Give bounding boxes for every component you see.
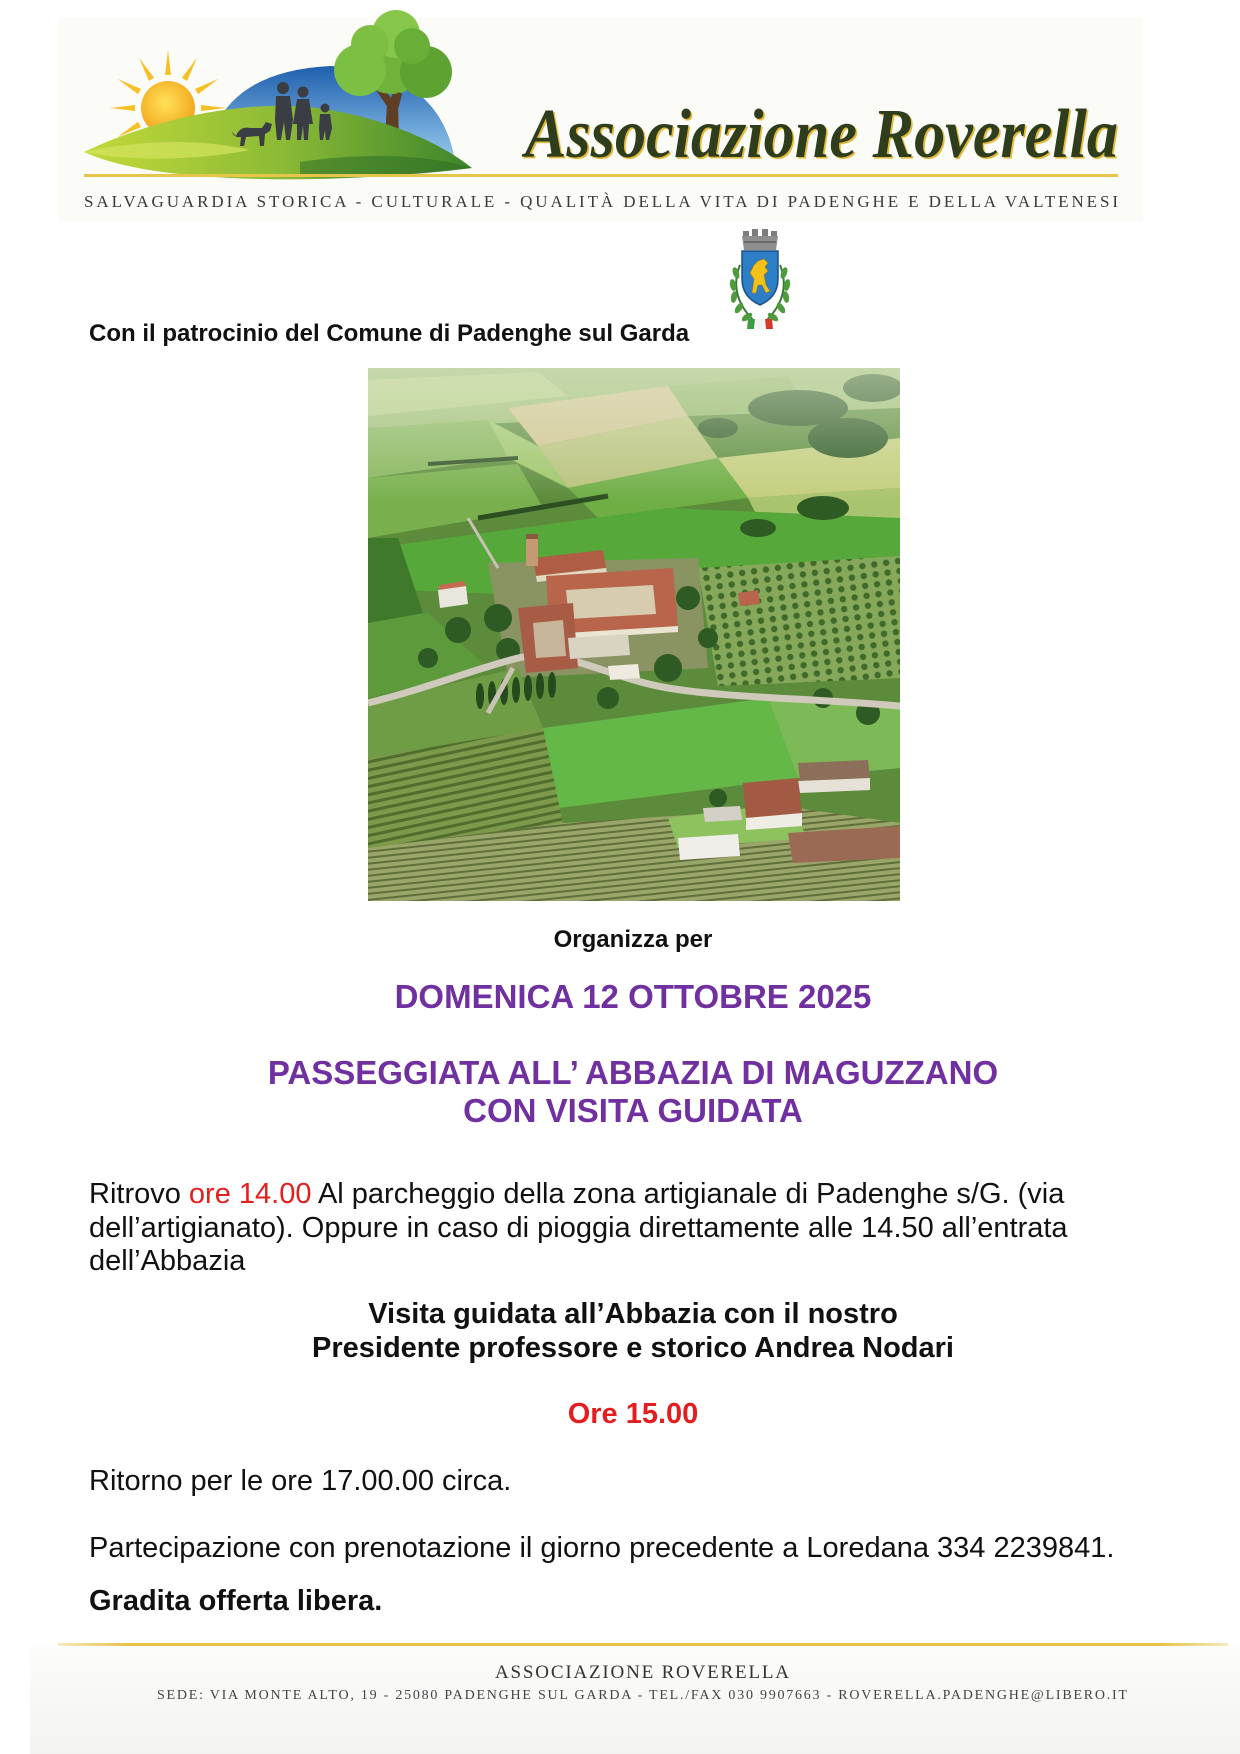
guided-visit-line-2: Presidente professore e storico Andrea Nodari — [312, 1331, 954, 1364]
logo-underline — [84, 174, 1118, 177]
guided-visit-text — [89, 1298, 1177, 1365]
booking-text: Partecipazione con prenotazione il giorno precedente a Loredana 334 2239841. — [89, 1532, 1115, 1564]
footer — [0, 1650, 1240, 1754]
abbey-aerial-photo — [368, 368, 900, 901]
crest-shield — [742, 251, 778, 305]
event-title-line-1: PASSEGGIATA ALL’ ABBAZIA DI MAGUZZANO — [267, 1054, 999, 1091]
association-header — [0, 0, 1240, 230]
footer-address: SEDE: VIA MONTE ALTO, 19 - 25080 PADENGHE SUL GARDA - TEL./FAX 030 9907663 - ROVERELLA.PADENGHE@LIBERO.IT — [157, 1688, 1127, 1703]
visit-time: Ore 15.00 — [567, 1398, 699, 1430]
free-offer-text: Gradita offerta libera. — [89, 1585, 383, 1617]
patronage-text: Con il patrocinio del Comune di Padenghe sul Garda — [89, 320, 690, 347]
return-time-text: Ritorno per le ore 17.00.00 circa. — [89, 1465, 512, 1497]
event-title — [89, 1054, 1177, 1130]
event-title-line-2: CON VISITA GUIDATA — [463, 1092, 803, 1129]
crest-crown — [742, 229, 778, 250]
footer-divider — [58, 1643, 1228, 1646]
meeting-details: Al parcheggio della zona artigianale di Padenghe s/G. (via dell’artigianato). Oppure in caso di pioggia direttamente alle 14.50 all’entrata dell’Abbazia — [89, 1178, 1068, 1277]
meeting-lead: Ritrovo — [89, 1178, 181, 1210]
guided-visit-line-1: Visita guidata all’Abbazia con il nostro — [368, 1298, 898, 1330]
association-name-logotype: Associazione Roverella — [521, 96, 1118, 173]
crest-ribbon — [747, 319, 773, 329]
meeting-paragraph — [89, 1178, 1149, 1279]
organizza-label: Organizza per — [553, 926, 713, 953]
coat-of-arms-icon — [724, 229, 796, 335]
association-tagline: SALVAGUARDIA STORICA - CULTURALE - QUALITÀ DELLA VITA DI PADENGHE E DELLA VALTENESI — [84, 192, 1118, 211]
event-date: DOMENICA 12 OTTOBRE 2025 — [394, 978, 872, 1015]
meeting-time: ore 14.00 — [188, 1178, 312, 1210]
footer-association-name: ASSOCIAZIONE ROVERELLA — [495, 1662, 789, 1683]
